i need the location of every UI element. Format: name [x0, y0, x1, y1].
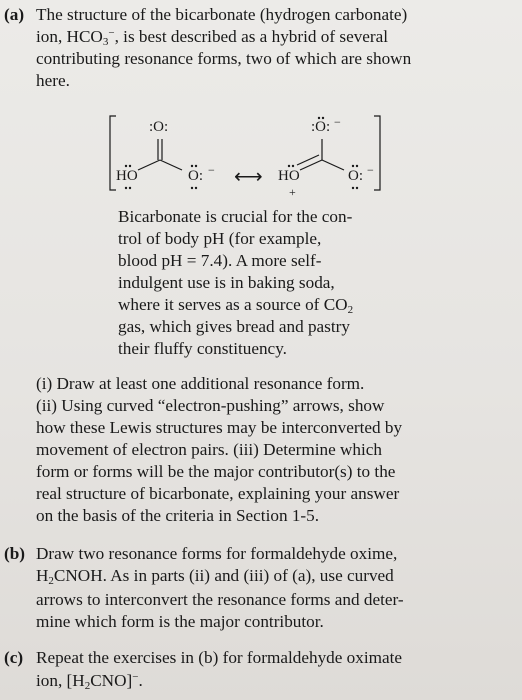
right-top-charge: − — [334, 115, 341, 129]
right-negative-charge: − — [367, 163, 374, 177]
right-hydroxyl: HO — [278, 168, 300, 184]
bicarbonate-resonance-diagram — [108, 108, 392, 206]
question-line-1: (i) Draw at least one additional resonance form. — [36, 374, 365, 393]
note-line-7: their fluffy constituency. — [118, 339, 287, 358]
left-top-oxygen: :O: — [149, 119, 169, 135]
question-line-5: form or forms will be the major contributor(s) to the — [36, 462, 396, 481]
left-hydroxyl: HO — [116, 168, 138, 184]
note-line-2: trol of body pH (for example, — [118, 229, 322, 248]
part-a-line-2: ion, $HCO_3^-$, is best described as a hybrid of several — [36, 27, 389, 48]
question-line-7: on the basis of the criteria in Section 1-5. — [36, 506, 320, 525]
right-top-oxygen: :O: — [311, 119, 331, 135]
left-oxide-oxygen: O: — [188, 168, 203, 184]
question-line-4: movement of electron pairs. (iii) Determine which — [36, 440, 383, 459]
note-line-1: Bicarbonate is crucial for the con- — [118, 207, 353, 226]
part-c-line-2: ion, $[H_2CNO]^-$. — [36, 671, 143, 692]
part-a-line-1: The structure of the bicarbonate (hydrogen carbonate) — [36, 5, 408, 24]
part-b-label: (b) — [4, 544, 26, 563]
part-a-line-3: contributing resonance forms, two of which are shown — [36, 49, 412, 68]
question-line-3: how these Lewis structures may be interconverted by — [36, 418, 403, 437]
question-line-6: real structure of bicarbonate, explaining your answer — [36, 484, 400, 503]
part-b-line-1: Draw two resonance forms for formaldehyde oxime, — [36, 544, 398, 563]
part-b-line-2: $H_2CNOH$. As in parts (ii) and (iii) of (a), use curved — [36, 566, 394, 587]
question-line-2: (ii) Using curved “electron-pushing” arrows, show — [36, 396, 385, 415]
left-negative-charge: − — [208, 163, 215, 177]
part-b-line-4: mine which form is the major contributor. — [36, 612, 324, 631]
part-a-label: (a) — [4, 5, 25, 24]
right-positive-charge: + — [289, 185, 296, 199]
note-line-6: gas, which gives bread and pastry — [118, 317, 350, 336]
note-line-4: indulgent use is in baking soda, — [118, 273, 335, 292]
part-c-line-1: Repeat the exercises in (b) for formaldehyde oximate — [36, 648, 403, 667]
right-oxide-oxygen: O: — [348, 168, 363, 184]
note-line-5: where it serves as a source of $CO_2$ — [118, 295, 354, 316]
note-line-3: blood pH = 7.4). A more self- — [118, 251, 322, 270]
part-c-label: (c) — [4, 648, 24, 667]
resonance-arrow-icon: ⟷ — [234, 166, 263, 188]
part-b-line-3: arrows to interconvert the resonance forms and deter- — [36, 590, 404, 609]
part-a-line-4: here. — [36, 71, 70, 90]
